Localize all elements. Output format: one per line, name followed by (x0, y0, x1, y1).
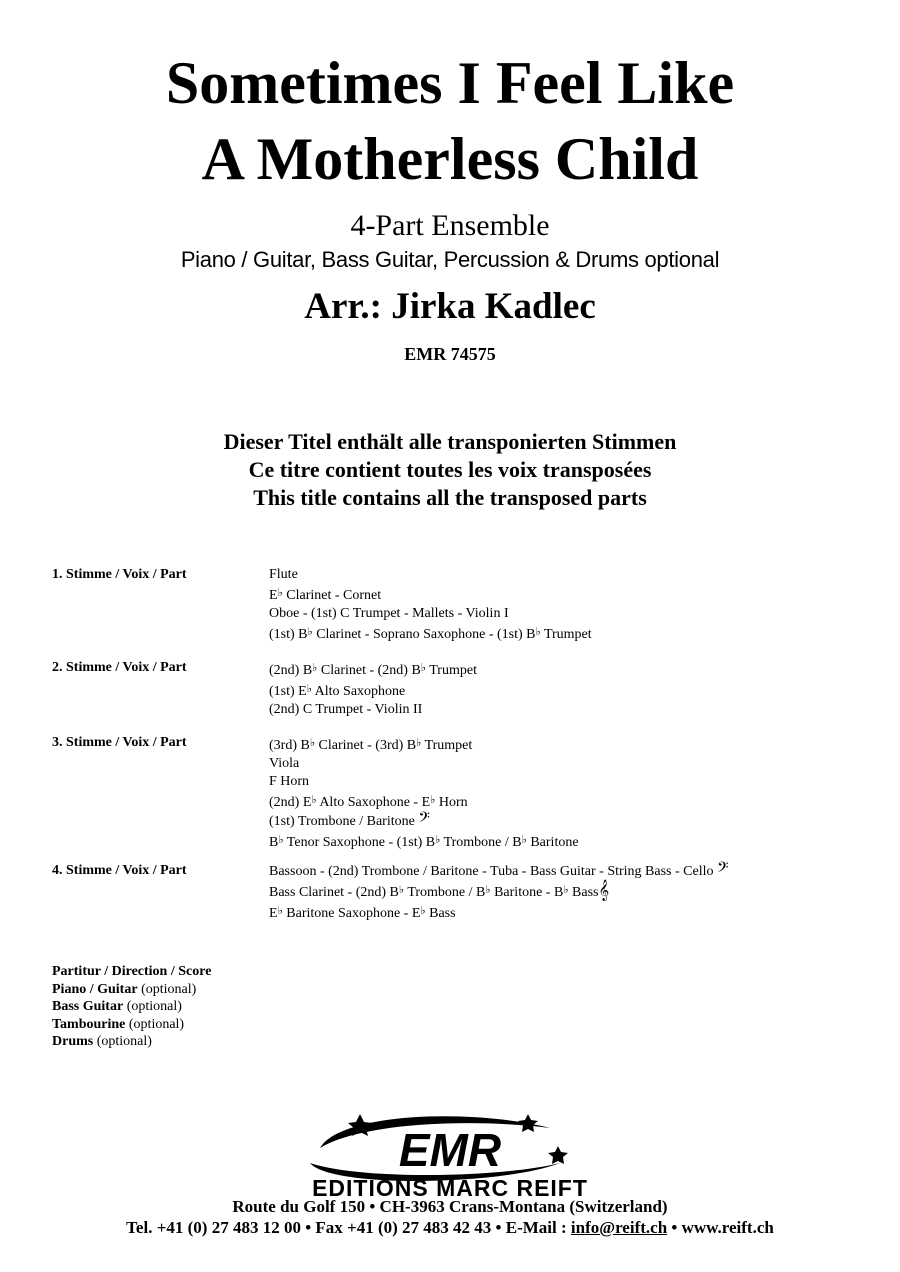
arranger: Arr.: Jirka Kadlec (304, 286, 596, 327)
flat-icon: ♭ (420, 905, 426, 917)
catalog-number: EMR 74575 (404, 344, 496, 364)
instrument-line (269, 659, 477, 680)
svg-text:EMR: EMR (398, 1124, 502, 1176)
flat-icon: ♭ (278, 834, 284, 846)
instrument-text: Baritone Saxophone - E (282, 906, 421, 921)
instrument-line (269, 809, 579, 831)
publisher-address: Route du Golf 150 • CH-3963 Crans-Montana (Switzerland) (232, 1197, 668, 1216)
svg-text:EDITIONS MARC REIFT: EDITIONS MARC REIFT (312, 1175, 588, 1198)
instrument-line (269, 831, 579, 852)
instrument-line (269, 623, 592, 644)
instrument-text: (2nd) C Trumpet - Violin II (269, 702, 423, 717)
instrument-text: Clarinet - (3rd) B (315, 738, 417, 753)
title-line-2: A Motherless Child (201, 126, 699, 192)
part-2-instruments (269, 659, 477, 719)
extra-bass-guitar: Bass Guitar (optional) (52, 999, 182, 1014)
ensemble-subtitle: 4-Part Ensemble (350, 209, 550, 242)
instrument-line (269, 566, 592, 584)
instrument-line (269, 902, 729, 923)
instrument-text: E (269, 588, 278, 603)
part-3-instruments (269, 734, 579, 852)
instrument-text: Bass (568, 885, 599, 900)
flat-icon: ♭ (311, 794, 317, 806)
instrument-text: Trumpet (540, 627, 592, 642)
flat-icon: ♭ (277, 587, 283, 599)
instrument-line (269, 680, 477, 701)
bass-clef-icon: 𝄢 (418, 809, 430, 829)
instrument-text: (2nd) E (269, 795, 312, 810)
flat-icon: ♭ (277, 905, 283, 917)
optional-instruments: Piano / Guitar, Bass Guitar, Percussion & Drums optional (180, 247, 720, 272)
instrument-text: E (269, 906, 278, 921)
flat-icon: ♭ (535, 626, 541, 638)
flat-icon: ♭ (521, 834, 527, 846)
flat-icon: ♭ (416, 737, 422, 749)
instrument-text: Alto Saxophone (311, 684, 406, 699)
instrument-text: Bassoon - (2nd) Trombone / Baritone - Tuba - Bass Guitar - String Bass - Cello (269, 864, 717, 879)
instrument-text: Viola (269, 756, 300, 771)
instrument-text: F Horn (269, 774, 310, 789)
instrument-text: Clarinet - Cornet (282, 588, 382, 603)
instrument-line (269, 584, 592, 605)
instrument-text: Baritone (526, 835, 579, 850)
title-line-1: Sometimes I Feel Like (165, 50, 735, 116)
part-1-label: 1. Stimme / Voix / Part (52, 567, 187, 582)
instrument-text: (1st) Trombone / Baritone (269, 814, 419, 829)
instrument-text: Bass (425, 906, 456, 921)
instrument-text: Clarinet - Soprano Saxophone - (1st) B (312, 627, 536, 642)
instrument-text: (1st) B (269, 627, 308, 642)
instrument-text: Trumpet (426, 663, 477, 678)
instrument-text: Trombone / B (440, 835, 522, 850)
part-1-instruments (269, 566, 592, 644)
instrument-text: Baritone - B (490, 885, 564, 900)
instrument-line (269, 859, 729, 881)
additional-parts-list (52, 963, 211, 1051)
flat-icon: ♭ (306, 683, 312, 695)
notice-english: This title contains all the transposed parts (253, 485, 647, 510)
instrument-text: Alto Saxophone - E (316, 795, 431, 810)
flat-icon: ♭ (309, 737, 316, 749)
part-3-label: 3. Stimme / Voix / Part (52, 735, 187, 750)
flat-icon: ♭ (420, 662, 426, 674)
extra-tambourine: Tambourine (optional) (52, 1016, 185, 1032)
instrument-text: (2nd) B (269, 663, 313, 678)
instrument-line (269, 734, 579, 755)
instrument-line (269, 881, 729, 902)
email-link[interactable]: info@reift.ch (570, 1218, 668, 1237)
publisher-contact: Tel. +41 (0) 27 483 12 00 • Fax +41 (0) 27 483 42 43 • E-Mail : info@reift.ch • www.reift.ch (126, 1218, 774, 1237)
part-2-label: 2. Stimme / Voix / Part (52, 660, 187, 675)
extra-drums: Drums (optional) (52, 1034, 152, 1049)
instrument-text: (3rd) B (269, 738, 310, 753)
flat-icon: ♭ (485, 884, 491, 896)
part-4-label: 4. Stimme / Voix / Part (52, 863, 187, 878)
bass-clef-icon: 𝄢 (717, 859, 729, 879)
part-4-instruments (269, 859, 729, 923)
instrument-text: Clarinet - (2nd) B (317, 663, 421, 678)
treble-clef-icon: 𝄞 (598, 880, 610, 900)
instrument-line (269, 605, 592, 623)
flat-icon: ♭ (307, 626, 313, 638)
instrument-text: Bass Clarinet - (2nd) B (269, 885, 399, 900)
flat-icon: ♭ (430, 794, 436, 806)
extra-score: Partitur / Direction / Score (52, 964, 212, 979)
instrument-text: B (269, 835, 279, 850)
notice-french: Ce titre contient toutes les voix transposées (248, 457, 652, 482)
instrument-line (269, 755, 579, 773)
extra-piano-guitar: Piano / Guitar (optional) (52, 981, 197, 997)
instrument-line (269, 773, 579, 791)
instrument-text: Oboe - (1st) C Trumpet - Mallets - Violin I (269, 606, 509, 621)
instrument-text: (1st) E (269, 684, 307, 699)
emr-logo (300, 1108, 600, 1198)
instrument-text: Tenor Saxophone - (1st) B (283, 835, 436, 850)
instrument-text: Trumpet (421, 738, 473, 753)
instrument-text: Flute (269, 567, 298, 582)
flat-icon: ♭ (398, 884, 405, 896)
instrument-text: Horn (435, 795, 468, 810)
flat-icon: ♭ (312, 662, 318, 674)
instrument-line (269, 701, 477, 719)
flat-icon: ♭ (563, 884, 569, 896)
notice-german: Dieser Titel enthält alle transponierten Stimmen (223, 429, 677, 454)
instrument-text: Trombone / B (404, 885, 486, 900)
flat-icon: ♭ (435, 834, 441, 846)
